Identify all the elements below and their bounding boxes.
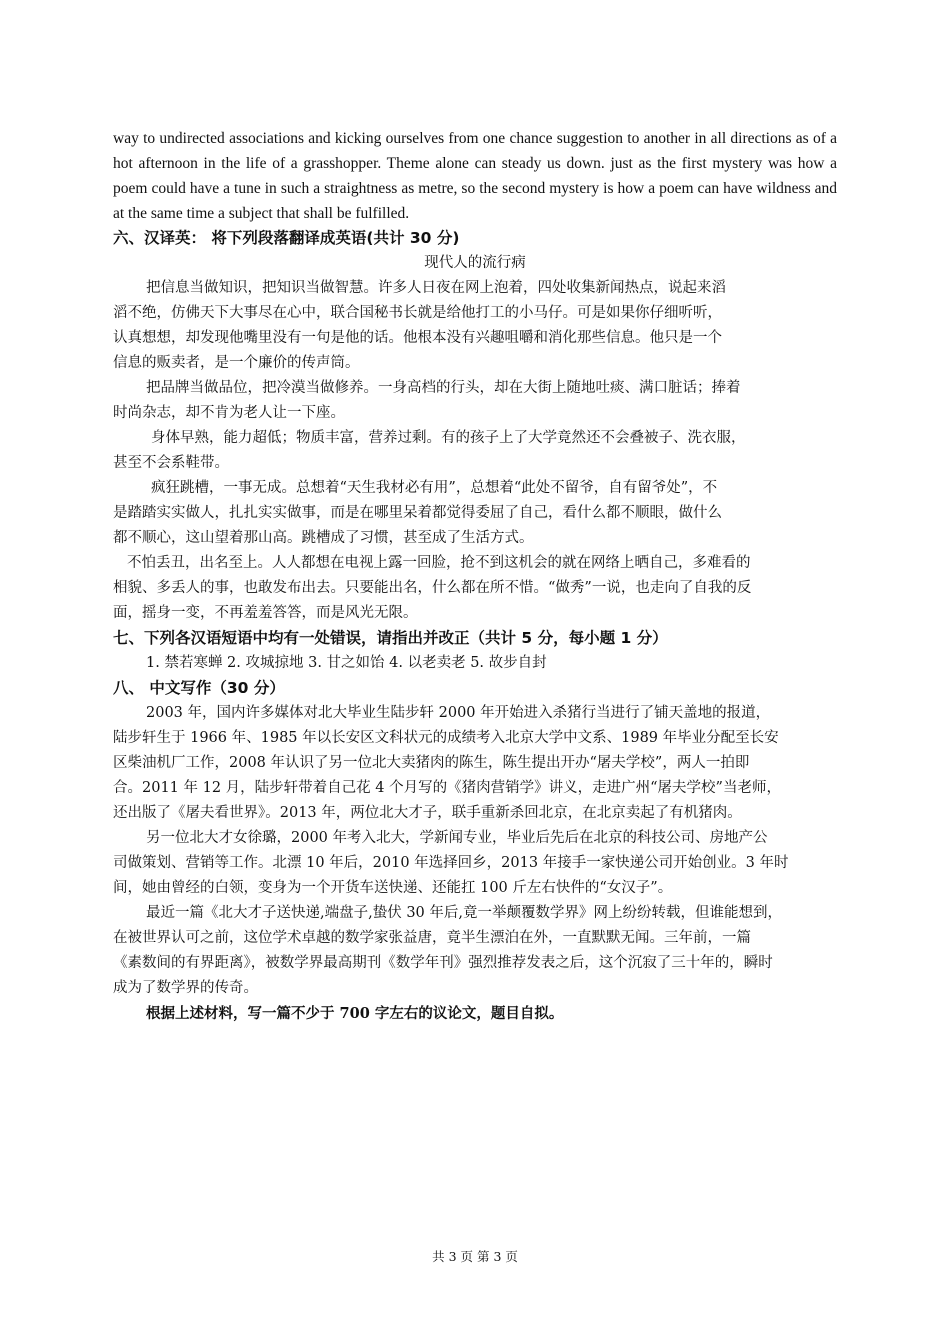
- section8-line: 还出版了《屠夫看世界》。2013 年，两位北大才子，联手重新杀回北京，在北京卖起了有机猪肉。: [113, 805, 742, 821]
- section6-title: 现代人的流行病: [424, 255, 526, 271]
- section8-line: 陆步轩生于 1966 年、1985 年以长安区文科状元的成绩考入北京大学中文系、1989 年毕业分配至长安: [113, 730, 779, 746]
- section8-line: 2003 年，国内许多媒体对北大毕业生陆步轩 2000 年开始进入杀猪行当进行了铺天盖地的报道，: [146, 705, 771, 721]
- section6-line: 是踏踏实实做人，扎扎实实做事，而是在哪里呆着都觉得委屈了自己，看什么都不顺眼，做什么: [113, 505, 722, 521]
- section7-items: 1. 禁若寒蝉 2. 攻城掠地 3. 甘之如饴 4. 以老卖老 5. 故步自封: [146, 655, 547, 671]
- section6-line: 把品牌当做品位，把冷漠当做修养。一身高档的行头，却在大街上随地吐痰、满口脏话；捧着: [146, 380, 741, 396]
- section6-heading: 六、汉译英： 将下列段落翻译成英语(共计 30 分): [113, 229, 460, 247]
- english-passage: way to undirected associations and kicking ourselves from one chance suggestion to another in all directions as of a hot afternoon in the life of a grasshopper. Theme alone can steady us down. just as the first mystery was how a poem could have a tune in such a straightness as metre, so the second mystery is how a poem can have wildness and at the same time a subject that shall be fulfilled.: [113, 130, 837, 222]
- section8-line: 司做策划、营销等工作。北漂 10 年后，2010 年选择回乡，2013 年接手一家快递公司开始创业。3 年时: [113, 855, 789, 871]
- section8-heading: 八、 中文写作（30 分）: [113, 679, 285, 697]
- page-footer: 共 3 页 第 3 页: [432, 1249, 518, 1264]
- section6-line: 都不顺心，这山望着那山高。跳槽成了习惯，甚至成了生活方式。: [113, 530, 534, 546]
- section6-line: 不怕丢丑，出名至上。人人都想在电视上露一回脸，抢不到这机会的就在网络上晒自己，多难看的: [127, 555, 751, 571]
- section8-line: 间，她由曾经的白领，变身为一个开货车送快递、还能扛 100 斤左右快件的“女汉子”。: [113, 880, 673, 896]
- section6-line: 甚至不会系鞋带。: [113, 455, 229, 471]
- section6-line: 疯狂跳槽，一事无成。总想着“天生我材必有用”，总想着“此处不留爷，自有留爷处”，不: [151, 480, 718, 496]
- section8-line: 在被世界认可之前，这位学术卓越的数学家张益唐，竟半生漂泊在外，一直默默无闻。三年前，一篇: [113, 930, 751, 946]
- section6-line: 认真想想，却发现他嘴里没有一句是他的话。他根本没有兴趣咀嚼和消化那些信息。他只是一个: [113, 330, 722, 346]
- section6-line: 身体早熟，能力超低；物质丰富，营养过剩。有的孩子上了大学竟然还不会叠被子、洗衣服，: [151, 430, 746, 446]
- section7-heading: 七、下列各汉语短语中均有一处错误，请指出并改正（共计 5 分，每小题 1 分）: [113, 629, 668, 647]
- page-content: [113, 126, 837, 1026]
- section6-line: 把信息当做知识，把知识当做智慧。许多人日夜在网上泡着，四处收集新闻热点，说起来滔: [146, 280, 726, 296]
- section8-line: 最近一篇《北大才子送快递,端盘子,蛰伏 30 年后,竟一举颠覆数学界》网上纷纷转载，但谁能想到，: [146, 905, 782, 921]
- section6-line: 信息的贩卖者，是一个廉价的传声筒。: [113, 355, 360, 371]
- section8-line: 《素数间的有界距离》，被数学界最高期刊《数学年刊》强烈推荐发表之后，这个沉寂了三十年的，瞬时: [113, 955, 773, 971]
- section8-line: 区柴油机厂工作，2008 年认识了另一位北大卖猪肉的陈生，陈生提出开办“屠夫学校”，两人一拍即: [113, 755, 750, 771]
- section8-line: 另一位北大才女徐璐，2000 年考入北大，学新闻专业，毕业后先后在北京的科技公司、房地产公: [146, 830, 768, 846]
- section6-line: 相貌、多丢人的事，也敢发布出去。只要能出名，什么都在所不惜。“做秀”一说，也走向了自我的反: [113, 580, 752, 596]
- section6-line: 时尚杂志，却不肯为老人让一下座。: [113, 405, 345, 421]
- section6-line: 滔不绝，仿佛天下大事尽在心中，联合国秘书长就是给他打工的小马仔。可是如果你仔细听听，: [113, 305, 722, 321]
- section8-instruction: 根据上述材料，写一篇不少于 700 字左右的议论文，题目自拟。: [146, 1005, 564, 1022]
- section8-line: 成为了数学界的传奇。: [113, 980, 258, 996]
- section8-line: 合。2011 年 12 月，陆步轩带着自己花 4 个月写的《猪肉营销学》讲义，走进广州“屠夫学校”当老师，: [113, 780, 781, 796]
- section6-line: 面，摇身一变，不再羞羞答答，而是风光无限。: [113, 605, 418, 621]
